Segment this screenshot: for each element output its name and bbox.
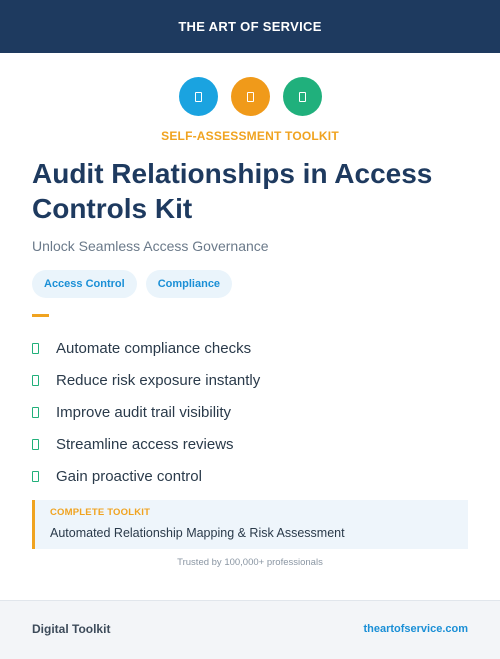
tag-compliance[interactable]: Compliance: [146, 270, 232, 298]
icon-row: [0, 77, 500, 116]
checkbox-icon: [32, 343, 39, 354]
feature-text: Automate compliance checks: [56, 339, 252, 357]
page-subtitle: Unlock Seamless Access Governance: [32, 238, 269, 254]
list-item: [32, 332, 260, 364]
toolkit-callout: [32, 500, 468, 549]
checkbox-icon: [32, 375, 39, 386]
checkbox-icon: [32, 471, 39, 482]
footer-bar: [0, 600, 500, 659]
toolkit-description: Automated Relationship Mapping & Risk Assessment: [50, 526, 345, 540]
footer-label: Digital Toolkit: [32, 622, 111, 636]
feature-text: Improve audit trail visibility: [56, 403, 232, 421]
brand-name: THE ART OF SERVICE: [178, 19, 322, 34]
accent-divider: [32, 314, 49, 317]
website-link[interactable]: theartofservice.com: [363, 623, 468, 635]
list-item: [32, 460, 260, 492]
checkbox-icon: [32, 407, 39, 418]
feature-text: Streamline access reviews: [56, 435, 234, 453]
list-item: [32, 364, 260, 396]
document-icon: [231, 77, 270, 116]
list-item: [32, 396, 260, 428]
document-icon: [283, 77, 322, 116]
header-bar: [0, 0, 500, 53]
toolkit-label: COMPLETE TOOLKIT: [50, 507, 151, 518]
feature-text: Reduce risk exposure instantly: [56, 371, 261, 389]
feature-list: [32, 332, 260, 492]
trust-note: Trusted by 100,000+ professionals: [177, 557, 323, 568]
kicker-label: SELF-ASSESSMENT TOOLKIT: [161, 129, 339, 143]
checkbox-icon: [32, 439, 39, 450]
list-item: [32, 428, 260, 460]
tag-list: [32, 270, 232, 298]
document-icon: [179, 77, 218, 116]
page-title: Audit Relationships in Access Controls Kit: [32, 158, 433, 224]
feature-text: Gain proactive control: [56, 467, 202, 485]
tag-access-control[interactable]: Access Control: [32, 270, 137, 298]
